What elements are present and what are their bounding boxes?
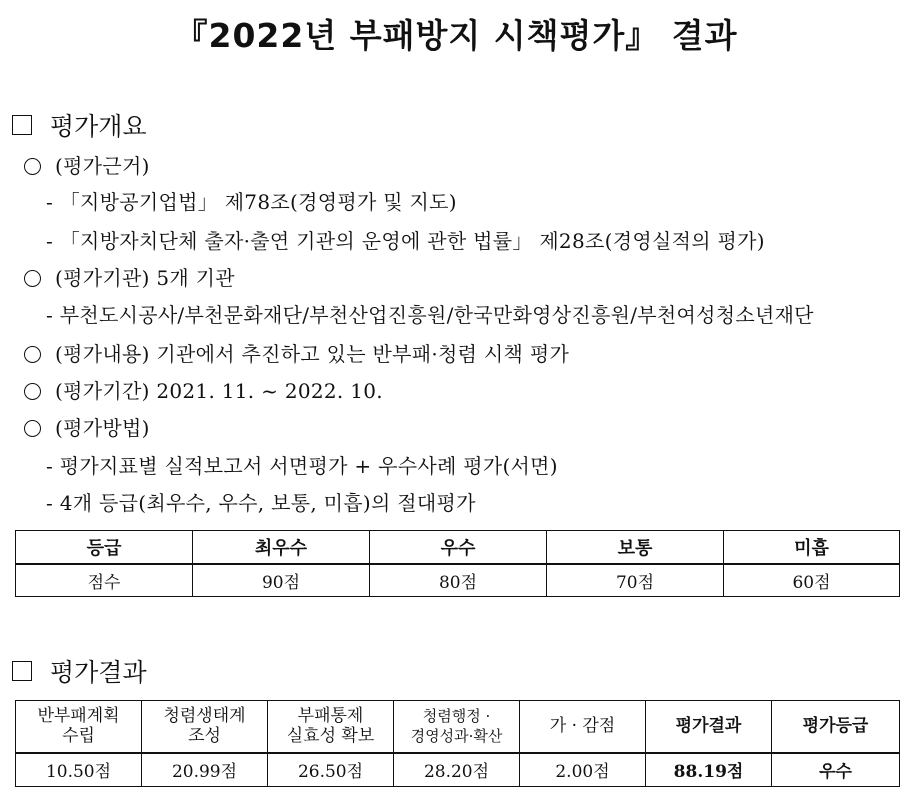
grade-header-cell: 최우수 [193, 531, 370, 564]
results-value-cell: 20.99점 [142, 753, 268, 787]
results-header-cell: 청렴행정 · 경영성과·확산 [394, 701, 520, 753]
basis-item: - 「지방자치단체 출자·출연 기관의 운영에 관한 법률」 제28조(경영실적의 평가) [46, 229, 765, 253]
results-header-cell: 부패통제 실효성 확보 [268, 701, 394, 753]
period-text: (평가기간) 2021. 11. ~ 2022. 10. [55, 379, 383, 403]
method-item: - 평가지표별 실적보고서 서면평가 + 우수사례 평가(서면) [46, 454, 558, 478]
basis-label: (평가근거) [55, 154, 150, 178]
grade-score-cell: 70점 [547, 564, 724, 597]
circle-bullet-icon [24, 383, 41, 400]
grade-table [15, 530, 900, 597]
institutions-line [24, 262, 235, 291]
grade-score-cell: 60점 [724, 564, 900, 597]
grade-header-row [16, 531, 900, 564]
method-item: - 4개 등급(최우수, 우수, 보통, 미흡)의 절대평가 [46, 491, 476, 515]
grade-header-cell: 등급 [16, 531, 193, 564]
results-header-row [16, 701, 900, 753]
results-value-cell: 2.00점 [520, 753, 646, 787]
results-header-cell: 평가등급 [772, 701, 900, 753]
content-line [24, 338, 569, 367]
institutions-label: (평가기관) 5개 기관 [55, 266, 235, 290]
results-value-cell: 28.20점 [394, 753, 520, 787]
results-value-cell: 10.50점 [16, 753, 142, 787]
results-header-cell: 청렴생태계 조성 [142, 701, 268, 753]
basis-line [24, 150, 150, 179]
overview-heading [12, 107, 147, 143]
method-label: (평가방법) [55, 416, 150, 440]
basis-item: - 「지방공기업법」 제78조(경영평가 및 지도) [46, 190, 457, 214]
results-header-cell: 반부패계획 수립 [16, 701, 142, 753]
circle-bullet-icon [24, 158, 41, 175]
results-header-cell: 평가결과 [646, 701, 772, 753]
content-text: (평가내용) 기관에서 추진하고 있는 반부패·청렴 시책 평가 [55, 342, 570, 366]
square-bullet-icon [12, 115, 32, 135]
results-heading [12, 653, 147, 689]
grade-header-cell: 우수 [370, 531, 547, 564]
grade-score-cell: 점수 [16, 564, 193, 597]
overview-heading-label: 평가개요 [50, 112, 147, 141]
square-bullet-icon [12, 661, 32, 681]
document-title: 『2022년 부패방지 시책평가』 결과 [174, 16, 738, 55]
grade-header-cell: 보통 [547, 531, 724, 564]
results-total-cell: 88.19점 [646, 753, 772, 787]
results-value-row [16, 753, 900, 787]
grade-score-row [16, 564, 900, 597]
circle-bullet-icon [24, 346, 41, 363]
method-line [24, 412, 150, 441]
results-grade-cell: 우수 [772, 753, 900, 787]
period-line [24, 375, 383, 404]
circle-bullet-icon [24, 420, 41, 437]
grade-score-cell: 80점 [370, 564, 547, 597]
results-header-cell: 가 · 감점 [520, 701, 646, 753]
circle-bullet-icon [24, 270, 41, 287]
grade-header-cell: 미흡 [724, 531, 900, 564]
results-heading-label: 평가결과 [50, 658, 147, 687]
results-table [15, 700, 900, 787]
grade-score-cell: 90점 [193, 564, 370, 597]
institutions-list: - 부천도시공사/부천문화재단/부천산업진흥원/한국만화영상진흥원/부천여성청소년재단 [46, 303, 814, 327]
results-value-cell: 26.50점 [268, 753, 394, 787]
